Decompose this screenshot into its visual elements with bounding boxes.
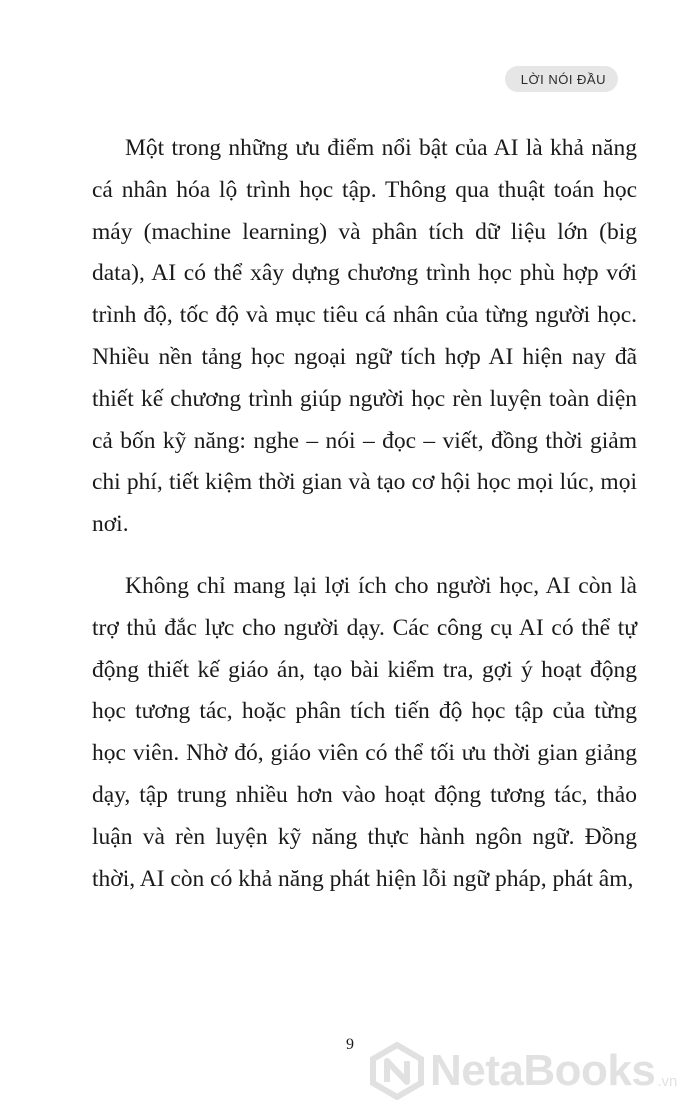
netabooks-logo-icon (368, 1042, 426, 1100)
body-text (92, 128, 637, 900)
watermark-brand: NetaBooks (430, 1046, 656, 1095)
page-number: 9 (346, 1036, 354, 1053)
paragraph-1: Một trong những ưu điểm nổi bật của AI là khả năng cá nhân hóa lộ trình học tập. Thông qua thuật toán học máy (machine learning) và phân tích dữ liệu lớn (big data), AI có thể xây dựng chương trình học phù hợp với trình độ, tốc độ và mục tiêu cá nhân của từng người học. Nhiều nền tảng học ngoại ngữ tích hợp AI hiện nay đã thiết kế chương trình giúp người học rèn luyện toàn diện cả bốn kỹ năng: nghe – nói – đọc – viết, đồng thời giảm chi phí, tiết kiệm thời gian và tạo cơ hội học mọi lúc, mọi nơi. (92, 135, 637, 538)
section-header-tab (505, 66, 618, 92)
watermark (368, 1042, 677, 1100)
watermark-suffix: .vn (657, 1072, 678, 1090)
section-header-label: LỜI NÓI ĐẦU (520, 71, 606, 87)
paragraph-2: Không chỉ mang lại lợi ích cho người học, AI còn là trợ thủ đắc lực cho người dạy. Các công cụ AI có thể tự động thiết kế giáo án, tạo bài kiểm tra, gợi ý hoạt động học tương tác, hoặc phân tích tiến độ học tập của từng học viên. Nhờ đó, giáo viên có thể tối ưu thời gian giảng dạy, tập trung nhiều hơn vào hoạt động tương tác, thảo luận và rèn luyện kỹ năng thực hành ngôn ngữ. Đồng thời, AI còn có khả năng phát hiện lỗi ngữ pháp, phát âm, (92, 572, 637, 892)
